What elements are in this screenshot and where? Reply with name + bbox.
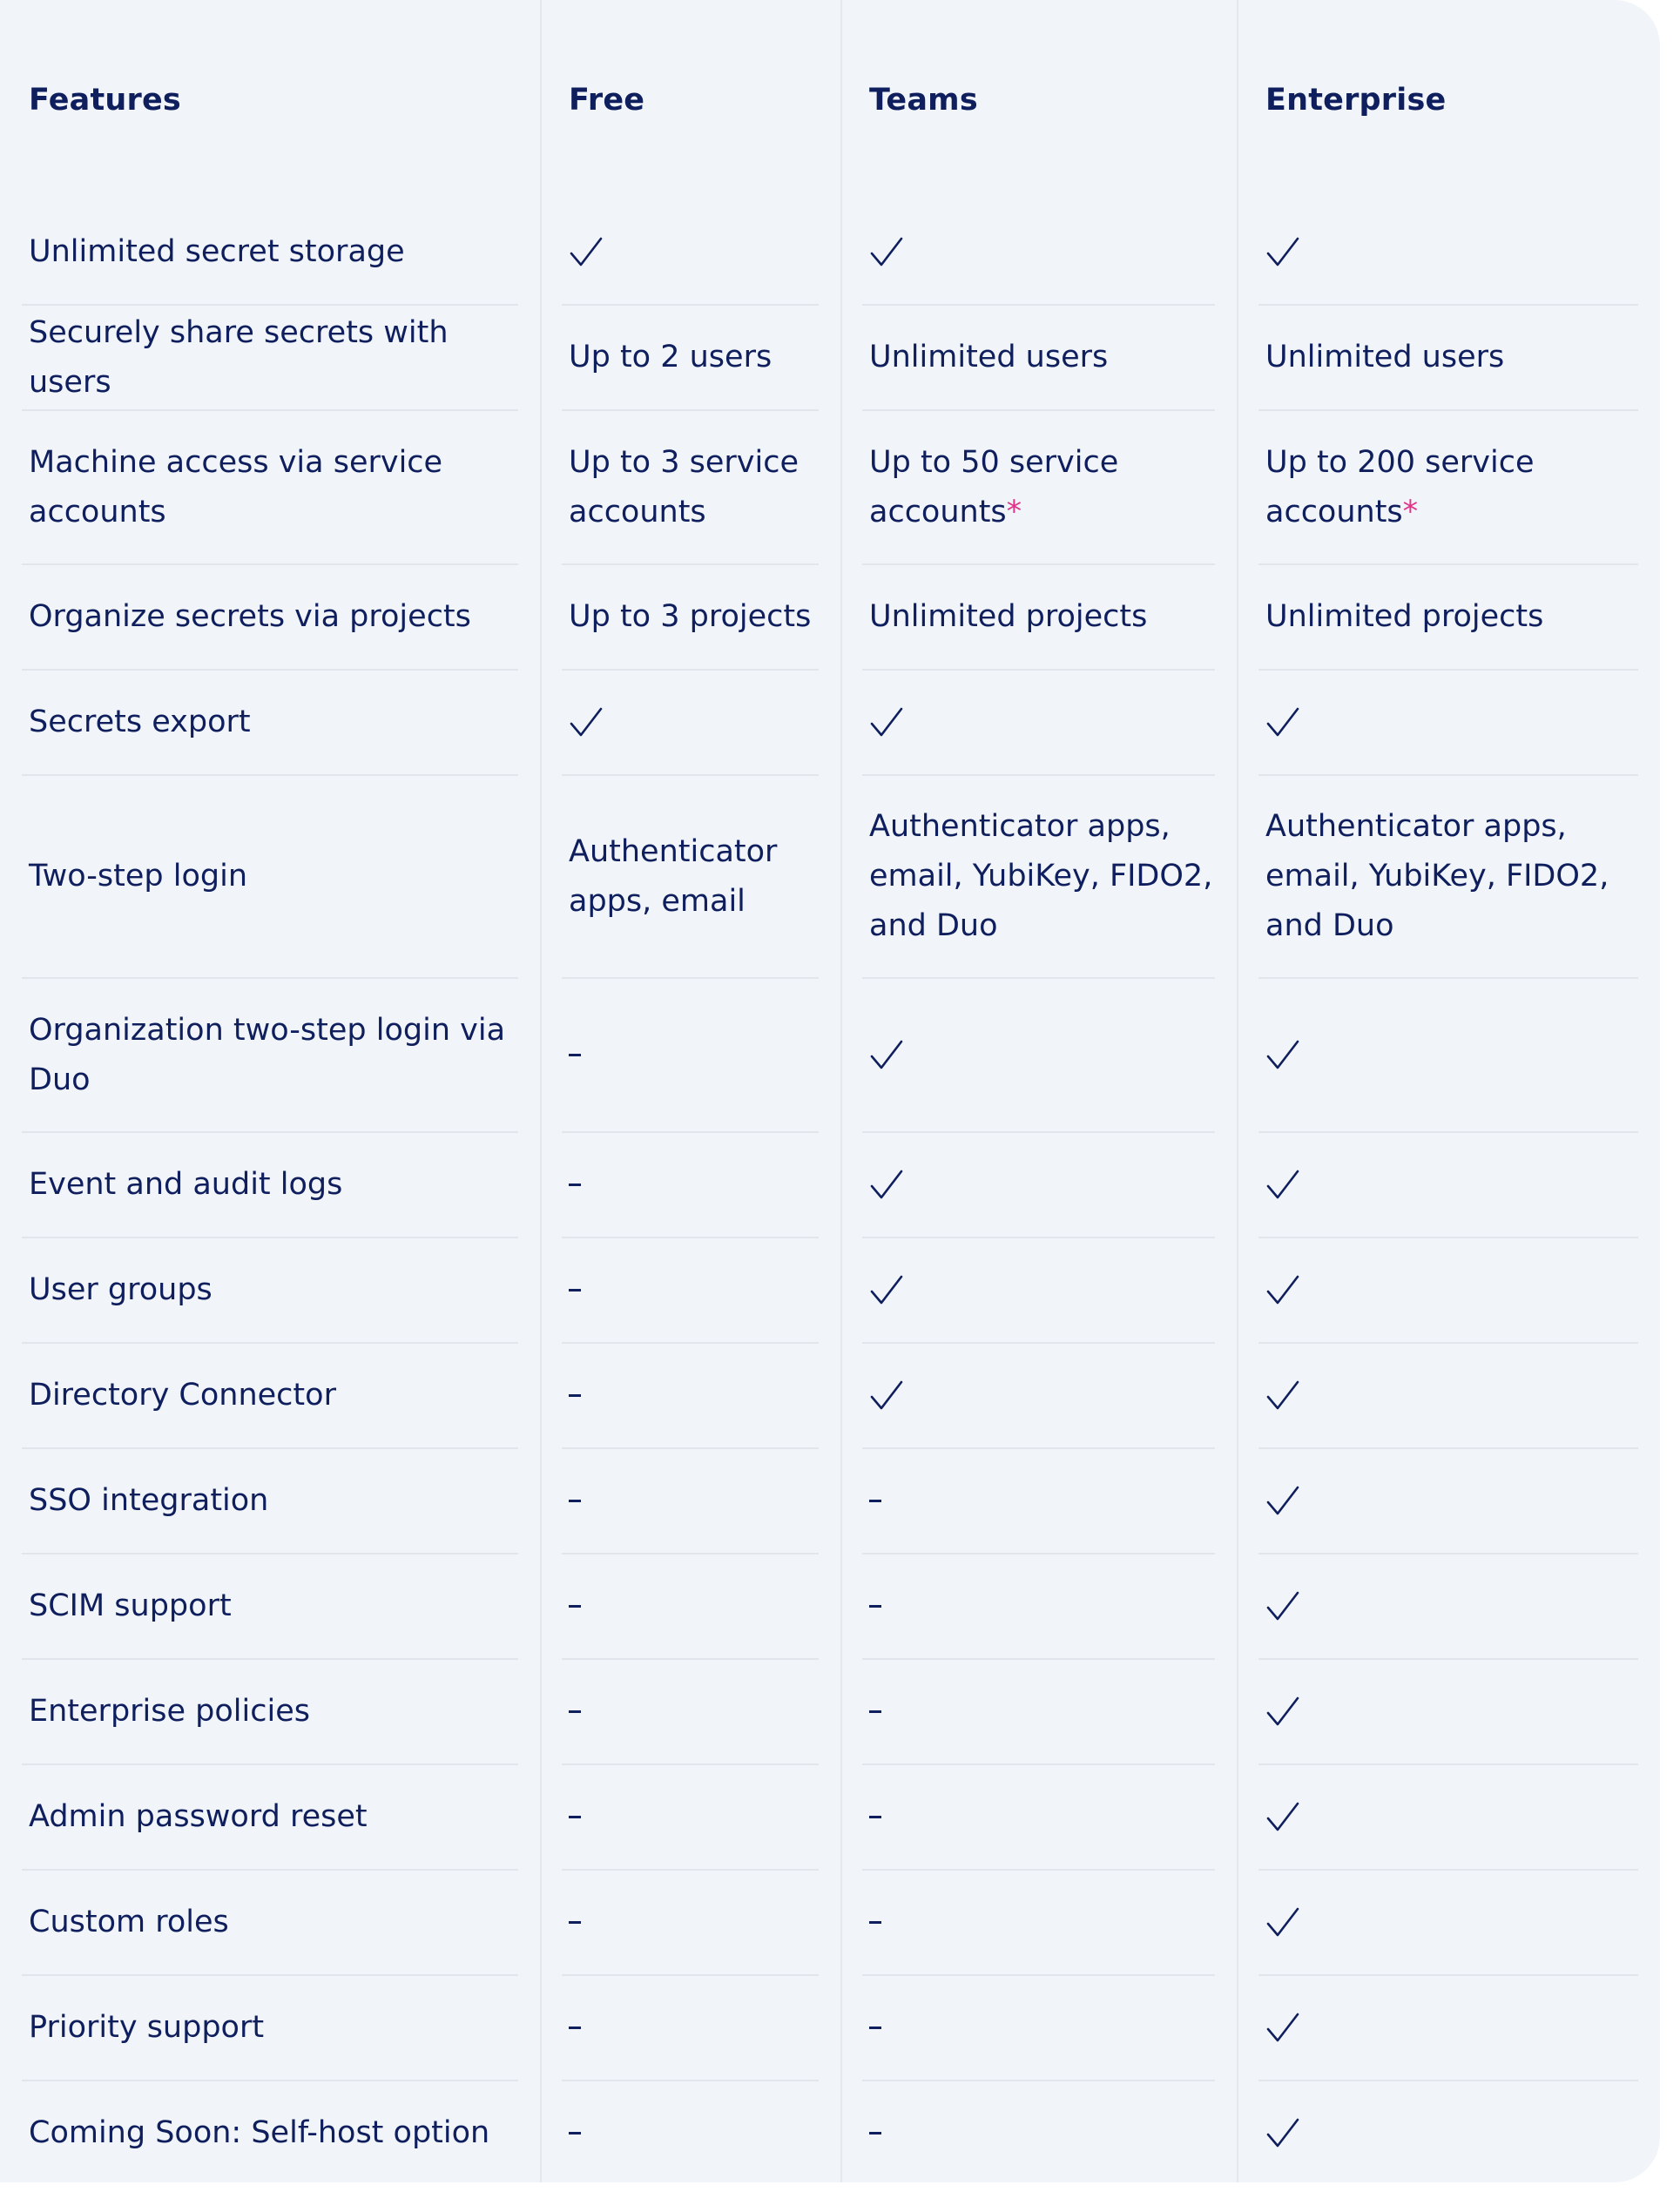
check-icon bbox=[1265, 1168, 1300, 1203]
table-row bbox=[0, 411, 1660, 565]
teams-plan-cell bbox=[840, 1554, 1237, 1660]
feature-label: Secrets export bbox=[29, 705, 251, 739]
header-free: Free bbox=[569, 83, 645, 118]
check-icon bbox=[869, 1038, 904, 1073]
dash-icon bbox=[869, 1500, 881, 1502]
enterprise-plan-cell bbox=[1237, 1449, 1660, 1554]
check-icon bbox=[1265, 1273, 1300, 1308]
feature-name-cell bbox=[0, 565, 540, 671]
check-icon bbox=[1265, 2116, 1300, 2151]
feature-name-cell bbox=[0, 1976, 540, 2081]
free-plan-cell bbox=[540, 1871, 840, 1976]
teams-plan-cell bbox=[840, 979, 1237, 1133]
table-row bbox=[0, 200, 1660, 306]
plan-value: Up to 3 service accounts bbox=[569, 444, 799, 529]
dash-icon bbox=[569, 1394, 581, 1397]
enterprise-plan-cell bbox=[1237, 1765, 1660, 1871]
dash-icon bbox=[569, 2132, 581, 2134]
feature-name-cell bbox=[0, 306, 540, 411]
teams-plan-cell bbox=[840, 1871, 1237, 1976]
teams-plan-cell bbox=[840, 411, 1237, 565]
header-features: Features bbox=[29, 83, 181, 118]
feature-label: Machine access via service accounts bbox=[29, 444, 443, 529]
dash-icon bbox=[869, 2132, 881, 2134]
feature-name-cell bbox=[0, 1344, 540, 1449]
teams-plan-cell bbox=[840, 776, 1237, 979]
check-icon bbox=[1265, 1484, 1300, 1519]
dash-icon bbox=[869, 2027, 881, 2029]
check-icon bbox=[1265, 1800, 1300, 1835]
table-row bbox=[0, 776, 1660, 979]
check-icon bbox=[569, 235, 604, 270]
check-icon bbox=[869, 235, 904, 270]
table-row bbox=[0, 1554, 1660, 1660]
feature-name-cell bbox=[0, 200, 540, 306]
free-plan-cell bbox=[540, 1344, 840, 1449]
dash-icon bbox=[869, 1710, 881, 1713]
check-icon bbox=[1265, 235, 1300, 270]
feature-label: Event and audit logs bbox=[29, 1167, 343, 1202]
plan-value: Authenticator apps, email, YubiKey, FIDO2, and Duo bbox=[1265, 809, 1609, 943]
dash-icon bbox=[569, 1184, 581, 1186]
enterprise-plan-cell bbox=[1237, 1238, 1660, 1344]
enterprise-plan-cell bbox=[1237, 1554, 1660, 1660]
dash-icon bbox=[569, 1289, 581, 1291]
feature-label: Coming Soon: Self-host option bbox=[29, 2115, 490, 2150]
dash-icon bbox=[569, 2027, 581, 2029]
table-row bbox=[0, 1133, 1660, 1238]
dash-icon bbox=[569, 1500, 581, 1502]
plan-value: Up to 2 users bbox=[569, 340, 773, 374]
free-plan-cell bbox=[540, 1554, 840, 1660]
feature-name-cell bbox=[0, 1554, 540, 1660]
dash-icon bbox=[869, 1816, 881, 1818]
dash-icon bbox=[569, 1605, 581, 1608]
free-plan-cell bbox=[540, 411, 840, 565]
teams-plan-cell bbox=[840, 1133, 1237, 1238]
table-row bbox=[0, 565, 1660, 671]
enterprise-plan-cell bbox=[1237, 565, 1660, 671]
table-row bbox=[0, 1238, 1660, 1344]
feature-label: Organization two-step login via Duo bbox=[29, 1012, 506, 1097]
table-row bbox=[0, 1976, 1660, 2081]
check-icon bbox=[569, 705, 604, 740]
feature-label: Directory Connector bbox=[29, 1378, 336, 1413]
free-plan-cell bbox=[540, 1133, 840, 1238]
feature-label: Custom roles bbox=[29, 1905, 229, 1939]
enterprise-plan-cell bbox=[1237, 1871, 1660, 1976]
check-icon bbox=[869, 1168, 904, 1203]
teams-plan-cell bbox=[840, 1976, 1237, 2081]
teams-plan-cell bbox=[840, 2081, 1237, 2182]
plan-value: Unlimited projects bbox=[869, 599, 1148, 634]
table-row bbox=[0, 1765, 1660, 1871]
plan-value: Up to 3 projects bbox=[569, 599, 812, 634]
dash-icon bbox=[569, 1816, 581, 1818]
free-plan-cell bbox=[540, 2081, 840, 2182]
free-plan-cell bbox=[540, 1449, 840, 1554]
dash-icon bbox=[569, 1054, 581, 1056]
feature-label: Priority support bbox=[29, 2010, 265, 2045]
free-plan-cell bbox=[540, 1765, 840, 1871]
header-teams: Teams bbox=[869, 83, 978, 118]
check-icon bbox=[1265, 2011, 1300, 2046]
enterprise-plan-cell bbox=[1237, 979, 1660, 1133]
teams-plan-cell bbox=[840, 671, 1237, 776]
plan-value: Up to 200 service accounts* bbox=[1265, 444, 1535, 529]
table-row bbox=[0, 1344, 1660, 1449]
feature-name-cell bbox=[0, 1871, 540, 1976]
feature-label: User groups bbox=[29, 1272, 213, 1307]
dash-icon bbox=[869, 1605, 881, 1608]
teams-plan-cell bbox=[840, 1449, 1237, 1554]
check-icon bbox=[1265, 1905, 1300, 1940]
enterprise-plan-cell bbox=[1237, 671, 1660, 776]
teams-plan-cell bbox=[840, 200, 1237, 306]
check-icon bbox=[1265, 705, 1300, 740]
feature-name-cell bbox=[0, 1238, 540, 1344]
enterprise-plan-cell bbox=[1237, 1133, 1660, 1238]
enterprise-plan-cell bbox=[1237, 1344, 1660, 1449]
free-plan-cell bbox=[540, 200, 840, 306]
plan-value: Authenticator apps, email, YubiKey, FIDO2, and Duo bbox=[869, 809, 1213, 943]
enterprise-plan-cell bbox=[1237, 2081, 1660, 2182]
enterprise-plan-cell bbox=[1237, 411, 1660, 565]
footnote-asterisk: * bbox=[1402, 494, 1419, 529]
feature-name-cell bbox=[0, 979, 540, 1133]
table-row bbox=[0, 1449, 1660, 1554]
teams-plan-cell bbox=[840, 1660, 1237, 1765]
check-icon bbox=[1265, 1379, 1300, 1413]
feature-label: Securely share secrets with users bbox=[29, 314, 449, 400]
enterprise-plan-cell bbox=[1237, 306, 1660, 411]
free-plan-cell bbox=[540, 1238, 840, 1344]
teams-plan-cell bbox=[840, 306, 1237, 411]
table-row bbox=[0, 2081, 1660, 2182]
enterprise-plan-cell bbox=[1237, 1976, 1660, 2081]
feature-label: SSO integration bbox=[29, 1483, 269, 1518]
feature-name-cell bbox=[0, 671, 540, 776]
free-plan-cell bbox=[540, 1660, 840, 1765]
feature-label: SCIM support bbox=[29, 1588, 232, 1623]
feature-label: Unlimited secret storage bbox=[29, 234, 405, 269]
table-row bbox=[0, 306, 1660, 411]
feature-label: Admin password reset bbox=[29, 1799, 368, 1834]
table-row bbox=[0, 1871, 1660, 1976]
feature-name-cell bbox=[0, 411, 540, 565]
teams-plan-cell bbox=[840, 1765, 1237, 1871]
feature-name-cell bbox=[0, 2081, 540, 2182]
feature-label: Organize secrets via projects bbox=[29, 599, 471, 634]
free-plan-cell bbox=[540, 565, 840, 671]
enterprise-plan-cell bbox=[1237, 200, 1660, 306]
check-icon bbox=[869, 705, 904, 740]
free-plan-cell bbox=[540, 671, 840, 776]
dash-icon bbox=[569, 1710, 581, 1713]
check-icon bbox=[869, 1379, 904, 1413]
free-plan-cell bbox=[540, 1976, 840, 2081]
check-icon bbox=[1265, 1589, 1300, 1624]
teams-plan-cell bbox=[840, 565, 1237, 671]
plan-value: Up to 50 service accounts* bbox=[869, 444, 1119, 529]
check-icon bbox=[1265, 1038, 1300, 1073]
feature-label: Enterprise policies bbox=[29, 1694, 310, 1729]
table-row bbox=[0, 1660, 1660, 1765]
feature-name-cell bbox=[0, 1133, 540, 1238]
enterprise-plan-cell bbox=[1237, 776, 1660, 979]
footnote-asterisk: * bbox=[1006, 494, 1022, 529]
plan-value: Unlimited projects bbox=[1265, 599, 1544, 634]
plan-value: Authenticator apps, email bbox=[569, 833, 778, 919]
header-enterprise: Enterprise bbox=[1265, 83, 1447, 118]
plan-value: Unlimited users bbox=[869, 340, 1109, 374]
enterprise-plan-cell bbox=[1237, 1660, 1660, 1765]
plan-value: Unlimited users bbox=[1265, 340, 1505, 374]
table-row bbox=[0, 671, 1660, 776]
feature-name-cell bbox=[0, 1660, 540, 1765]
feature-label: Two-step login bbox=[29, 859, 247, 894]
feature-name-cell bbox=[0, 1765, 540, 1871]
feature-name-cell bbox=[0, 776, 540, 979]
check-icon bbox=[869, 1273, 904, 1308]
check-icon bbox=[1265, 1695, 1300, 1730]
free-plan-cell bbox=[540, 776, 840, 979]
free-plan-cell bbox=[540, 306, 840, 411]
header-row bbox=[0, 0, 1660, 200]
dash-icon bbox=[569, 1921, 581, 1924]
table-row bbox=[0, 979, 1660, 1133]
teams-plan-cell bbox=[840, 1238, 1237, 1344]
teams-plan-cell bbox=[840, 1344, 1237, 1449]
free-plan-cell bbox=[540, 979, 840, 1133]
feature-name-cell bbox=[0, 1449, 540, 1554]
dash-icon bbox=[869, 1921, 881, 1924]
